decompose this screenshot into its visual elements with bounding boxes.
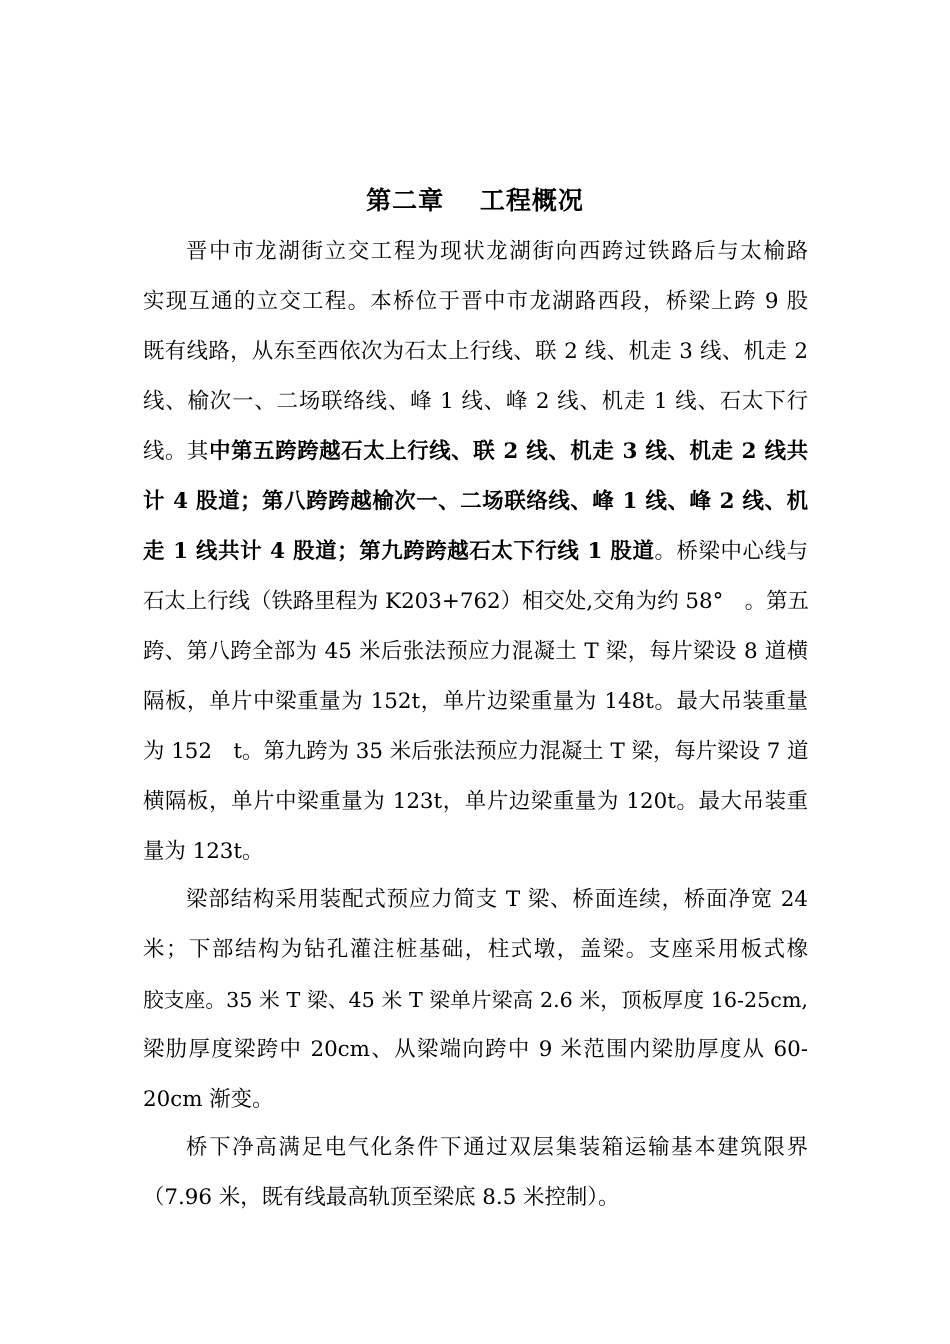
text-run: 实现互通的立交工程。本桥位于晋中市龙湖路西段，桥梁上跨 9 股 xyxy=(143,289,808,314)
paragraph-1-line-4 xyxy=(143,377,808,427)
paragraph-1-line-8 xyxy=(143,577,808,627)
bold-text-run: 走 1 线共计 4 股道；第九跨跨越石太下行线 1 股道 xyxy=(143,539,655,564)
paragraph-1-line-13 xyxy=(143,827,808,877)
paragraph-1-line-11 xyxy=(143,727,808,777)
paragraph-1-line-12 xyxy=(143,777,808,827)
paragraph-1-line-10 xyxy=(143,677,808,727)
text-run: 横隔板，单片中梁重量为 123t，单片边梁重量为 120t。最大吊装重 xyxy=(143,789,808,814)
text-run: 跨、第八跨全部为 45 米后张法预应力混凝土 T 梁，每片梁设 8 道横 xyxy=(143,639,808,664)
paragraph-1-line-9 xyxy=(143,627,808,677)
text-run: 晋中市龙湖街立交工程为现状龙湖街向西跨过铁路后与太榆路 xyxy=(186,239,808,264)
paragraph-2-line-1 xyxy=(186,875,808,925)
text-run: 米；下部结构为钻孔灌注桩基础，柱式墩，盖梁。支座采用板式橡 xyxy=(143,937,808,962)
text-run: 隔板，单片中梁重量为 152t，单片边梁重量为 148t。最大吊装重量 xyxy=(143,689,808,714)
paragraph-1-line-1 xyxy=(186,227,808,277)
text-run: 既有线路，从东至西依次为石太上行线、联 2 线、机走 3 线、机走 2 xyxy=(143,339,808,364)
text-run: 线、榆次一、二场联络线、峰 1 线、峰 2 线、机走 1 线、石太下行 xyxy=(143,389,808,414)
paragraph-2-line-5 xyxy=(143,1075,808,1125)
text-run: 石太上行线（铁路里程为 K203+762）相交处,交角为约 58° 。第五 xyxy=(143,589,809,614)
paragraph-3-line-1 xyxy=(186,1123,808,1173)
paragraph-2-line-3 xyxy=(143,975,808,1025)
paragraph-1-line-5 xyxy=(143,427,808,477)
text-run: 量为 123t。 xyxy=(143,839,264,864)
text-run: 胶支座。35 米 T 梁、45 米 T 梁单片梁高 2.6 米，顶板厚度 16-25cm, xyxy=(143,988,808,1012)
paragraph-2-line-2 xyxy=(143,925,808,975)
chapter-title: 第二章 工程概况 xyxy=(366,186,584,215)
paragraph-1-line-6 xyxy=(143,477,808,527)
text-run: 为 152 t。第九跨为 35 米后张法预应力混凝土 T 梁，每片梁设 7 道 xyxy=(143,739,809,764)
text-run: 。桥梁中心线与 xyxy=(654,539,808,564)
paragraph-1-line-2 xyxy=(143,277,808,327)
text-run: 20cm 渐变。 xyxy=(143,1087,274,1112)
text-run: 线。其 xyxy=(143,439,210,464)
text-run: （7.96 米，既有线最高轨顶至梁底 8.5 米控制）。 xyxy=(143,1185,620,1210)
bold-text-run: 计 4 股道；第八跨跨越榆次一、二场联络线、峰 1 线、峰 2 线、机 xyxy=(143,489,808,514)
paragraph-2-line-4 xyxy=(143,1025,808,1075)
bold-text-run: 中第五跨跨越石太上行线、联 2 线、机走 3 线、机走 2 线共 xyxy=(209,439,808,464)
paragraph-1-line-3 xyxy=(143,327,808,377)
text-run: 桥下净高满足电气化条件下通过双层集装箱运输基本建筑限界 xyxy=(186,1135,808,1160)
paragraph-1-line-7 xyxy=(143,527,808,577)
paragraph-3-line-2 xyxy=(143,1173,808,1223)
text-run: 梁肋厚度梁跨中 20cm、从梁端向跨中 9 米范围内梁肋厚度从 60- xyxy=(143,1037,808,1062)
text-run: 梁部结构采用装配式预应力简支 T 梁、桥面连续，桥面净宽 24 xyxy=(186,887,808,912)
